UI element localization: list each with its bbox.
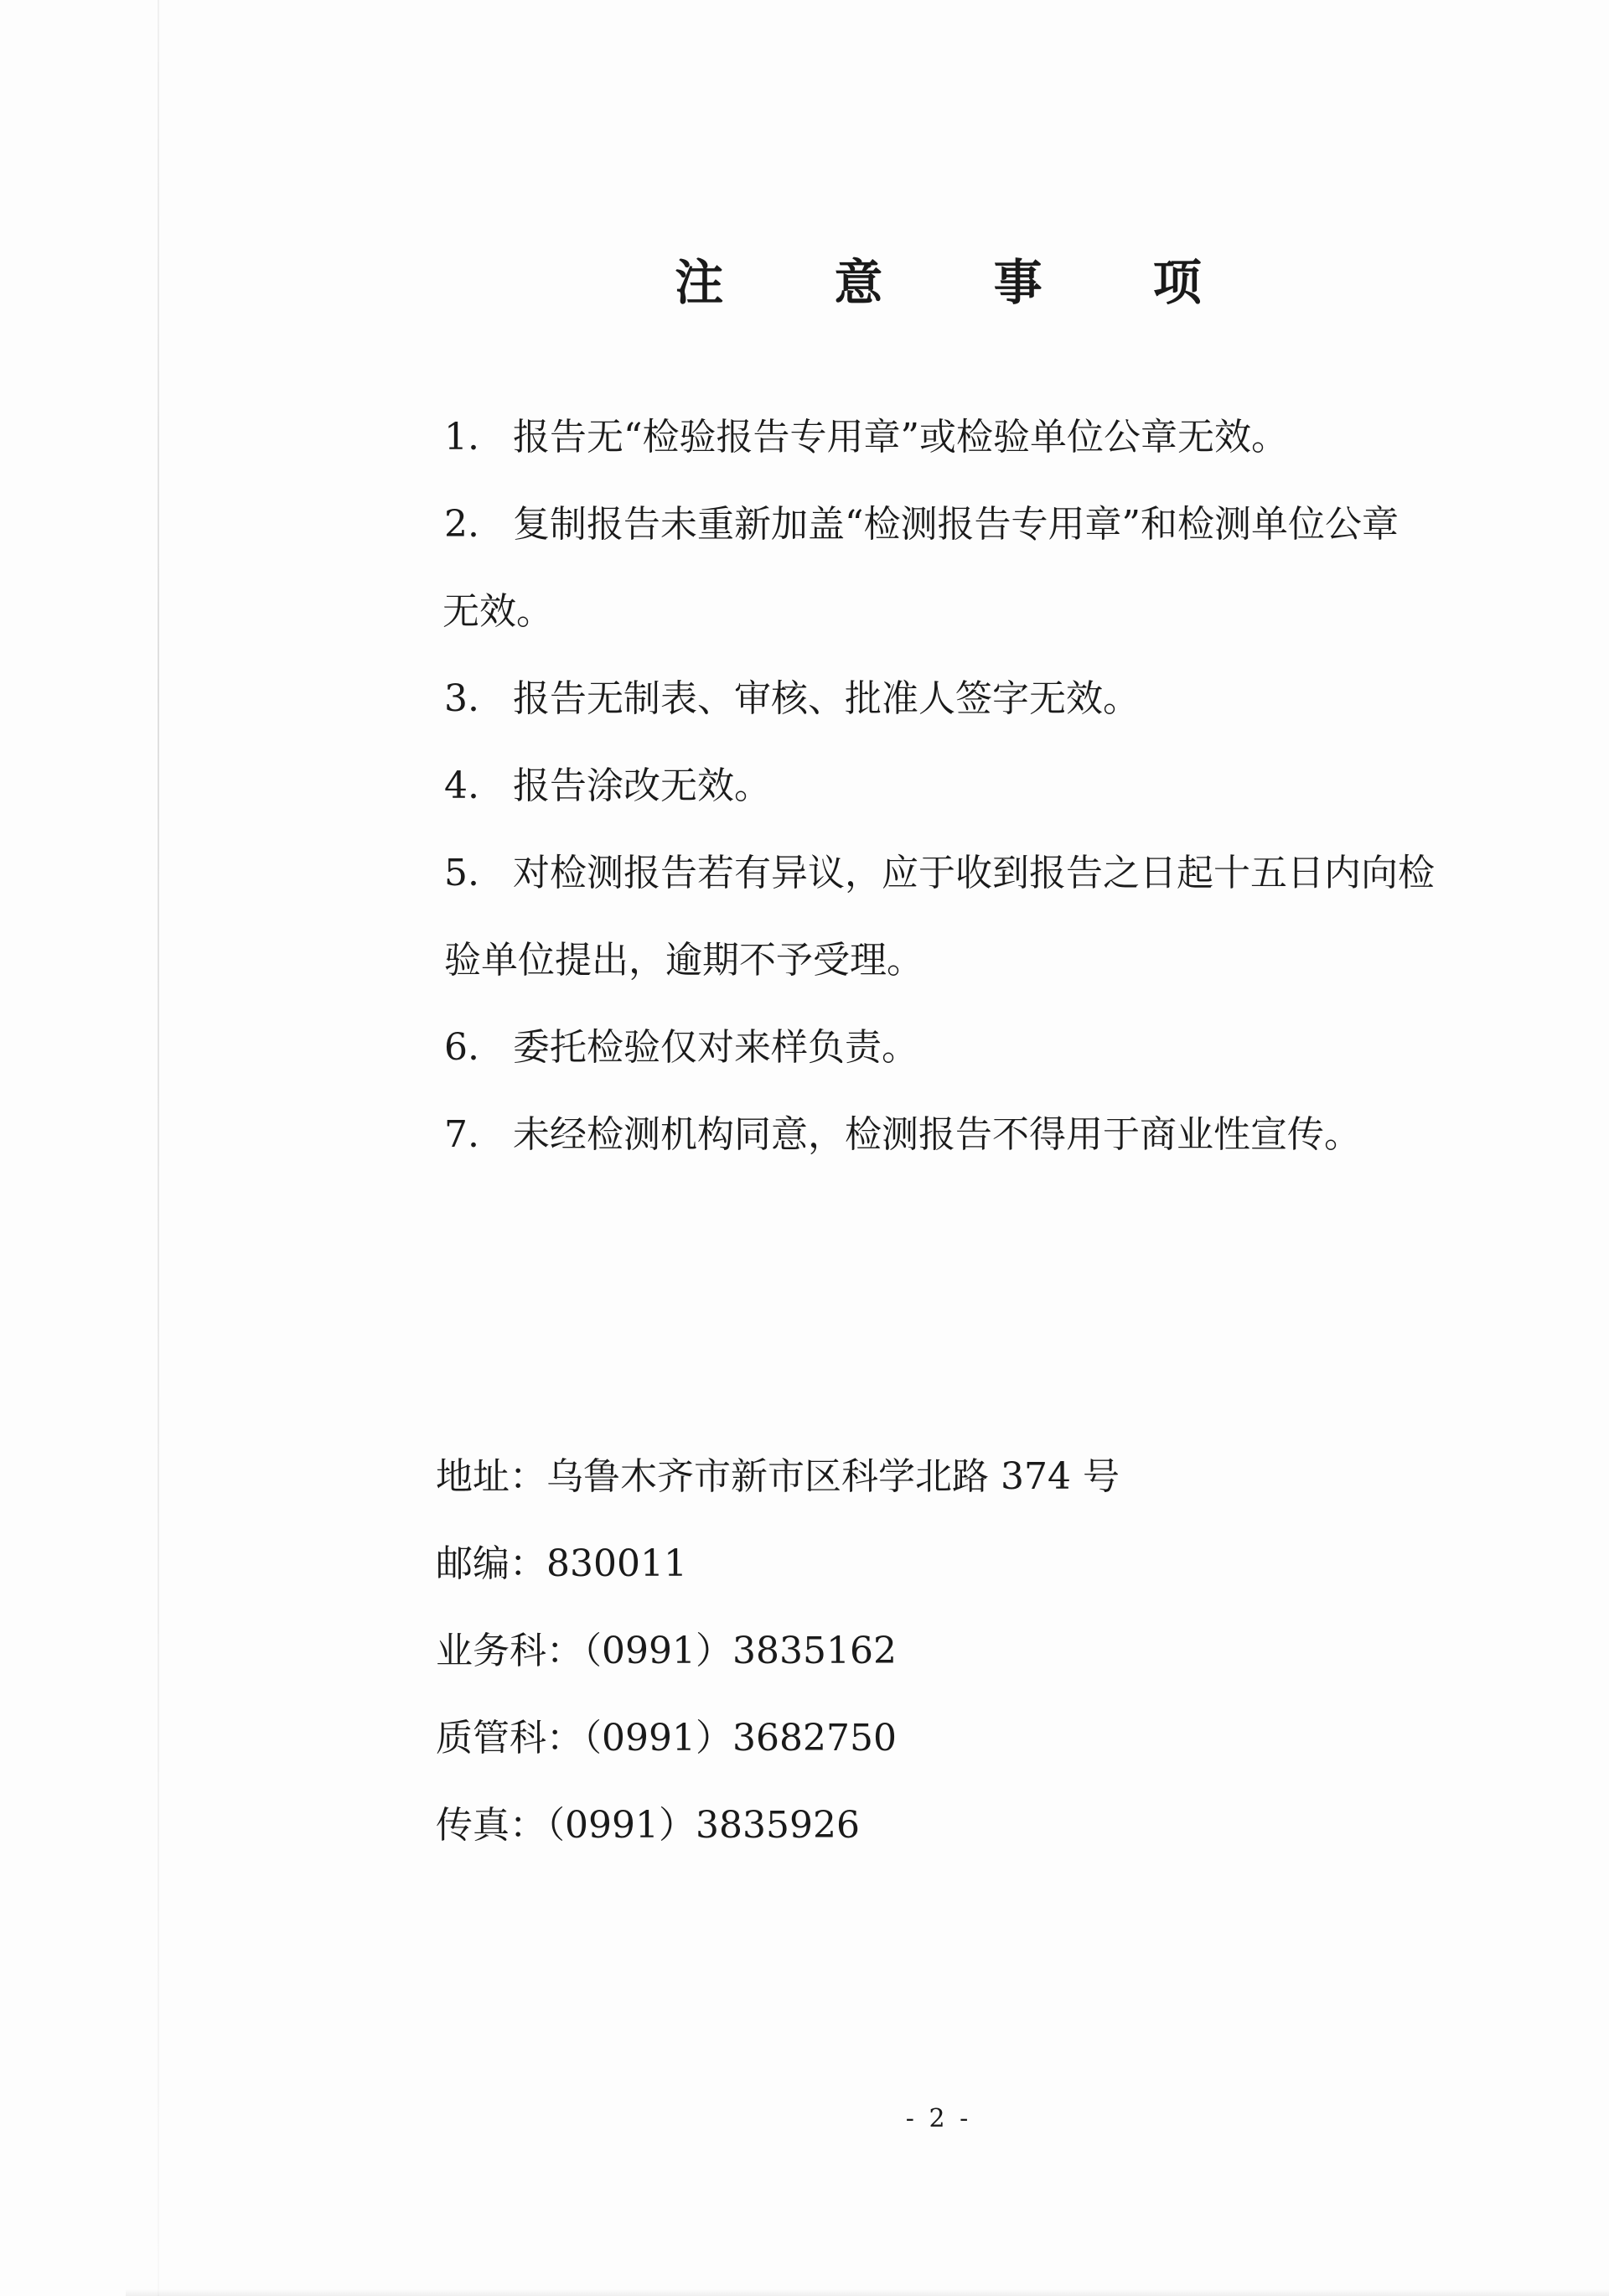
contact-business-dept-phone: 业务科：（0991）3835162 [436,1630,897,1672]
note-text: 报告无“检验报告专用章”或检验单位公章无效。 [513,416,1288,459]
note-number: 2. [444,503,479,546]
contact-block [436,1433,1441,1869]
contact-quality-dept-phone: 质管科：（0991）3682750 [436,1717,897,1760]
note-text: 复制报告未重新加盖“检测报告专用章”和检测单位公章 [513,503,1399,546]
note-text-continuation: 无效。 [442,590,553,633]
contact-postcode: 邮编：830011 [436,1542,687,1585]
scan-edge-shadow [158,0,159,2296]
note-item-3 [444,656,1500,743]
note-text: 报告无制表、审核、批准人签字无效。 [513,677,1140,720]
note-item-6 [444,1004,1500,1091]
scan-bottom-shadow [126,2289,1609,2296]
note-number: 4. [444,764,479,807]
note-number: 1. [444,416,479,459]
note-number: 3. [444,677,479,720]
notes-list [444,394,1500,1179]
note-number: 5. [444,852,479,894]
note-item-4 [444,743,1500,830]
note-number: 6. [444,1026,479,1069]
page-number: - 2 - [905,2104,972,2133]
note-text: 委托检验仅对来样负责。 [513,1026,918,1069]
note-text: 未经检测机构同意，检测报告不得用于商业性宣传。 [513,1113,1361,1156]
contact-fax: 传真：（0991）3835926 [436,1804,860,1847]
note-text-continuation: 验单位提出，逾期不予受理。 [444,939,923,982]
note-number: 7. [444,1113,479,1156]
note-item-1 [444,394,1500,481]
note-item-5 [444,830,1500,1004]
note-text: 对检测报告若有异议，应于收到报告之日起十五日内向检 [513,852,1435,894]
contact-address: 地址：乌鲁木齐市新市区科学北路 374 号 [436,1455,1120,1498]
note-item-2 [444,481,1500,656]
note-item-7 [444,1091,1500,1179]
note-text: 报告涂改无效。 [513,764,771,807]
page-title: 注 意 事 项 [675,254,1249,311]
